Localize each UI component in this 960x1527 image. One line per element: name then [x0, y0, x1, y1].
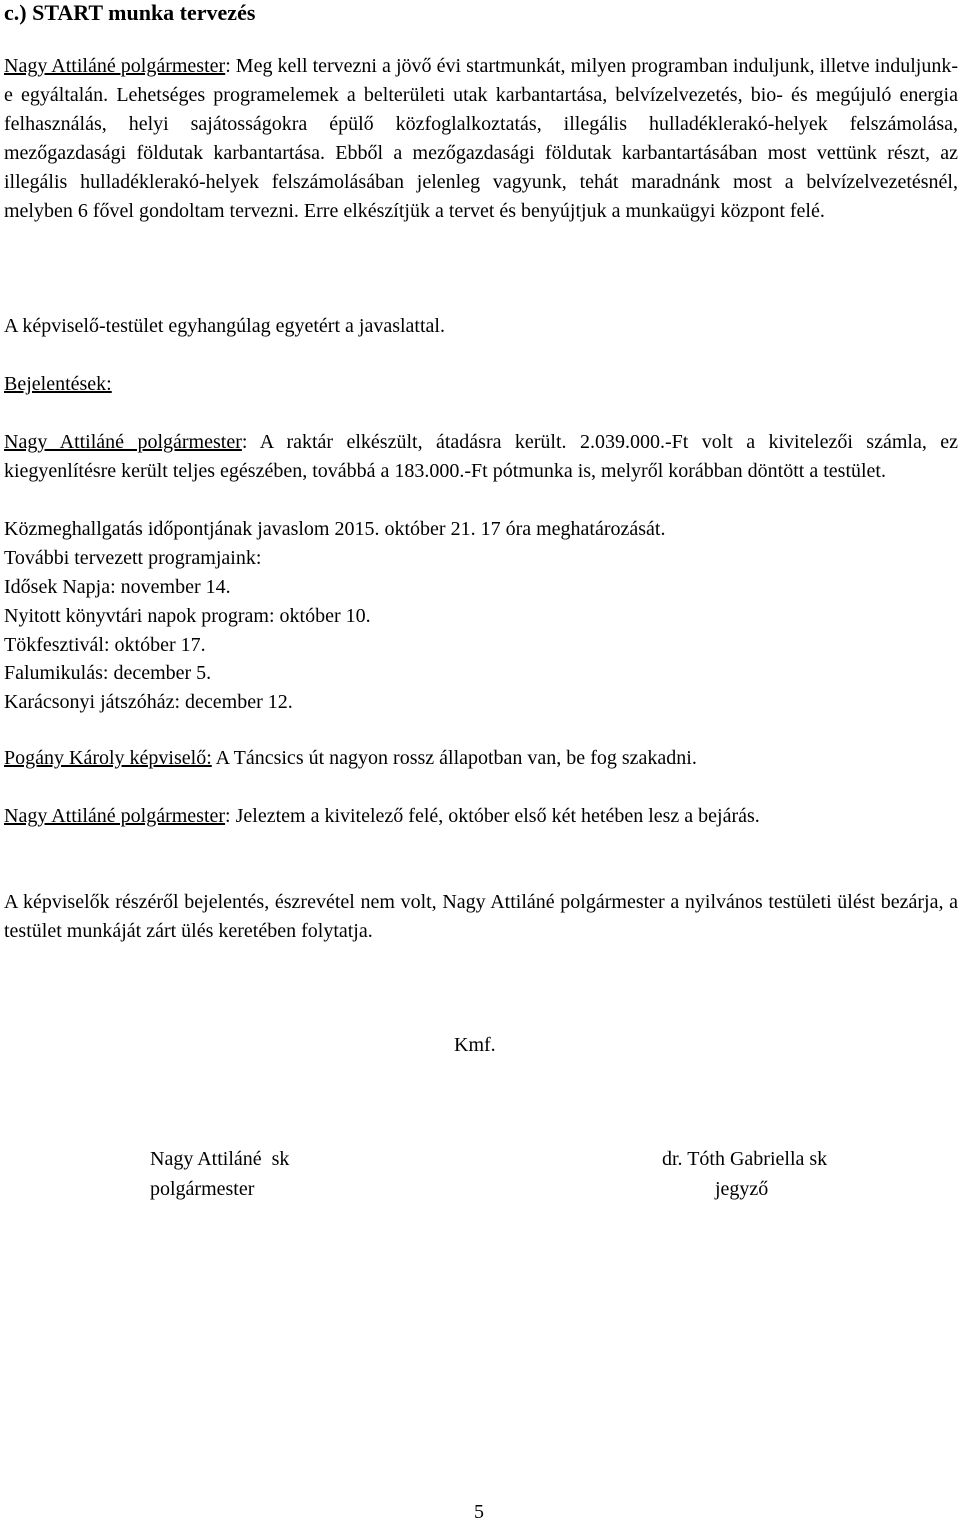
- section-heading: c.) START munka tervezés: [4, 0, 256, 25]
- program-line: Falumikulás: december 5.: [4, 662, 212, 684]
- program-line: További tervezett programjaink:: [4, 547, 262, 569]
- paragraph-raktar: [4, 428, 958, 486]
- paragraph-start-munka: [4, 52, 958, 226]
- signature-name-notary: dr. Tóth Gabriella sk: [662, 1148, 828, 1170]
- speaker-name: Nagy Attiláné polgármester: [4, 431, 242, 453]
- program-line: Nyitott könyvtári napok program: október 10.: [4, 605, 371, 627]
- signature-name-mayor: Nagy Attiláné sk: [150, 1148, 290, 1170]
- signature-role-notary: jegyző: [715, 1178, 769, 1200]
- kmf-label: Kmf.: [454, 1034, 496, 1056]
- signature-role-mayor: polgármester: [150, 1178, 255, 1200]
- vote-result: A képviselő-testület egyhangúlag egyetért a javaslattal.: [4, 315, 445, 337]
- announcements-heading-text: Bejelentések:: [4, 373, 112, 395]
- closing-paragraph: A képviselők részéről bejelentés, észrevétel nem volt, Nagy Attiláné polgármester a nyilvános testületi ülést bezárja, a testület munkáját zárt ülés keretében folytatja.: [4, 891, 958, 942]
- paragraph-text: : Jeleztem a kivitelező felé, október első két hetében lesz a bejárás.: [225, 805, 760, 827]
- paragraph-text: A Táncsics út nagyon rossz állapotban van, be fog szakadni.: [211, 747, 697, 769]
- paragraph-reply: [4, 802, 958, 831]
- program-line: Tökfesztivál: október 17.: [4, 634, 206, 656]
- speaker-name: Pogány Károly képviselő:: [4, 747, 212, 769]
- speaker-name: Nagy Attiláné polgármester: [4, 55, 226, 77]
- program-line: Közmeghallgatás időpontjának javaslom 2015. október 21. 17 óra meghatározását.: [4, 518, 666, 540]
- paragraph-text: : Meg kell tervezni a jövő évi startmunkát, milyen programban induljunk, illetve induljunk-e egyáltalán. Lehetséges programelemek a belterületi utak karbantartása, belvízelvezetés, bio- és megújuló energia felhasználás, helyi sajátosságokra épülő közfoglalkoztatás, illegális hulladéklerakó-helyek felszámolása, mezőgazdasági földutak karbantartása. Ebből a mezőgazdasági földutak karbantartásában most vettünk részt, az illegális hulladéklerakó-helyek felszámolásában jelenleg vagyunk, tehát maradnánk most a belvízelvezetésnél, melyben 6 fővel gondoltam tervezni. Erre elkészítjük a tervet és benyújtjuk a munkaügyi központ felé.: [4, 55, 959, 222]
- speaker-name: Nagy Attiláné polgármester: [4, 805, 226, 827]
- paragraph-text: : A raktár elkészült, átadásra került. 2.039.000.-Ft volt a kivitelezői számla, ez kiegyenlítésre került teljes egészében, továbbá a 183.000.-Ft pótmunka is, melyről korábban döntött a testület.: [4, 431, 958, 482]
- page-number: 5: [474, 1501, 484, 1523]
- announcements-heading: [4, 370, 958, 399]
- paragraph-pogany: [4, 744, 958, 773]
- program-line: Idősek Napja: november 14.: [4, 576, 231, 598]
- program-line: Karácsonyi játszóház: december 12.: [4, 691, 293, 713]
